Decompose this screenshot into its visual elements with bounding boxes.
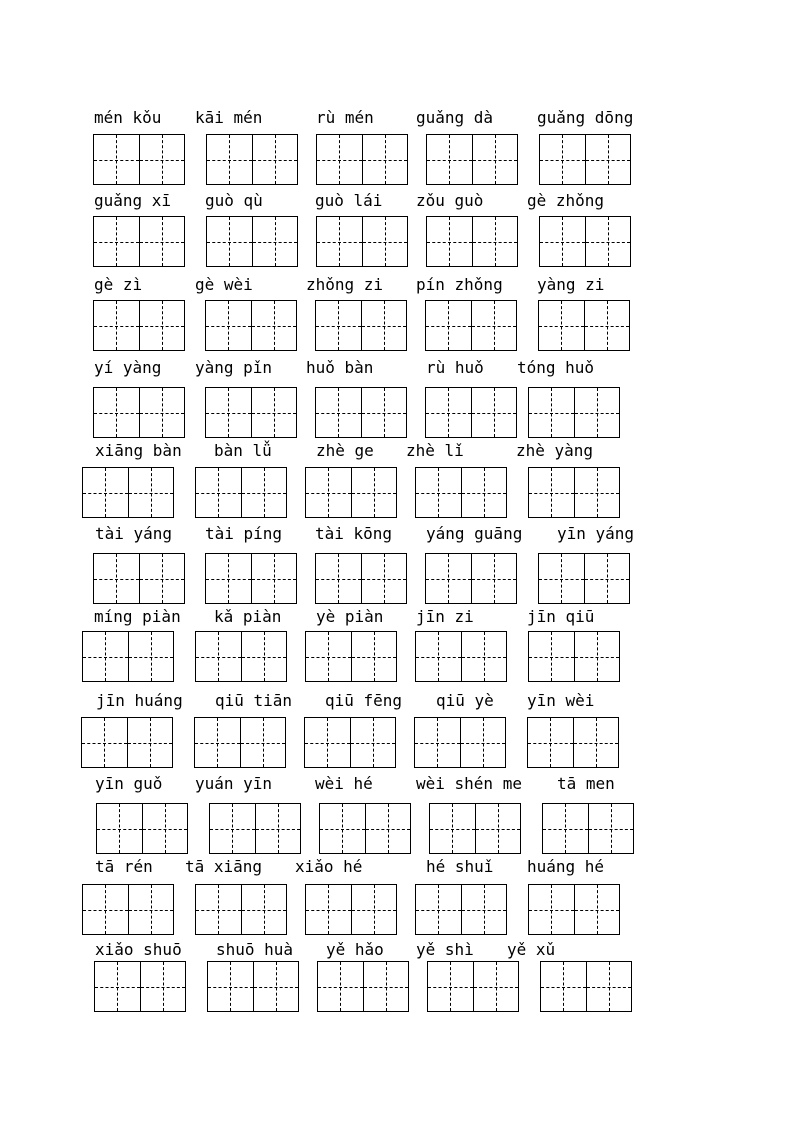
writing-cell[interactable] [317,217,362,266]
pinyin-label: kǎ piàn [214,607,282,626]
writing-cell[interactable] [139,554,185,603]
writing-cell[interactable] [472,135,518,184]
pinyin-label: yáng guāng [426,524,523,543]
writing-cell[interactable] [306,468,351,517]
writing-cell[interactable] [415,718,460,767]
character-grid[interactable] [426,216,518,267]
writing-cell[interactable] [427,135,472,184]
character-grid[interactable] [82,467,174,518]
pinyin-label: mén kǒu [94,108,162,127]
writing-cell[interactable] [540,135,585,184]
writing-cell[interactable] [252,135,298,184]
writing-cell[interactable] [208,962,253,1011]
writing-cell[interactable] [316,388,361,437]
writing-cell[interactable] [362,217,408,266]
writing-cell[interactable] [586,962,632,1011]
writing-cell[interactable] [94,135,139,184]
writing-cell[interactable] [206,301,251,350]
character-grid[interactable] [316,216,408,267]
character-grid[interactable] [528,884,620,935]
writing-cell[interactable] [471,301,517,350]
character-grid[interactable] [538,553,630,604]
pinyin-label: tóng huǒ [517,358,595,377]
writing-cell[interactable] [362,135,408,184]
writing-cell[interactable] [196,468,241,517]
pinyin-label: rù huǒ [426,358,484,377]
writing-cell[interactable] [318,962,363,1011]
writing-cell[interactable] [574,885,620,934]
writing-cell[interactable] [139,217,185,266]
writing-cell[interactable] [539,554,584,603]
writing-cell[interactable] [128,468,174,517]
character-grid[interactable] [96,803,188,854]
character-grid[interactable] [315,300,407,351]
character-grid[interactable] [426,134,518,185]
pinyin-label: yīn guǒ [95,774,163,793]
writing-cell[interactable] [573,718,619,767]
writing-cell[interactable] [196,885,241,934]
pinyin-label: jīn huáng [96,691,183,710]
pinyin-label: yě shì [416,940,474,959]
writing-cell[interactable] [426,301,471,350]
writing-cell[interactable] [585,135,631,184]
writing-cell[interactable] [139,301,185,350]
writing-cell[interactable] [305,718,350,767]
writing-cell[interactable] [83,885,128,934]
writing-cell[interactable] [461,632,507,681]
character-grid[interactable] [93,387,185,438]
writing-cell[interactable] [320,804,365,853]
writing-cell[interactable] [361,301,407,350]
writing-cell[interactable] [317,135,362,184]
character-grid[interactable] [209,803,301,854]
character-grid[interactable] [528,467,620,518]
writing-cell[interactable] [543,804,588,853]
pinyin-label: yuán yīn [195,774,273,793]
writing-cell[interactable] [574,632,620,681]
character-grid[interactable] [195,631,287,682]
writing-cell[interactable] [94,388,139,437]
character-grid[interactable] [319,803,411,854]
writing-cell[interactable] [461,885,507,934]
pinyin-label: tài píng [205,524,283,543]
character-grid[interactable] [94,961,186,1012]
pinyin-label: zhè ge [316,441,374,460]
writing-cell[interactable] [529,885,574,934]
writing-cell[interactable] [471,388,517,437]
pinyin-label: gè wèi [195,275,253,294]
pinyin-label: yīn wèi [527,691,595,710]
writing-cell[interactable] [588,804,634,853]
writing-cell[interactable] [251,301,297,350]
writing-cell[interactable] [473,962,519,1011]
writing-cell[interactable] [350,718,396,767]
character-grid[interactable] [305,631,397,682]
character-grid[interactable] [528,387,620,438]
pinyin-label: wèi shén me [416,774,522,793]
writing-cell[interactable] [529,632,574,681]
pinyin-label: xiǎo hé [295,857,363,876]
pinyin-label: jīn zi [416,607,474,626]
character-grid[interactable] [205,553,297,604]
writing-cell[interactable] [316,554,361,603]
character-grid[interactable] [542,803,634,854]
writing-cell[interactable] [306,885,351,934]
writing-cell[interactable] [426,554,471,603]
writing-cell[interactable] [139,388,185,437]
pinyin-label: hé shuǐ [426,857,494,876]
pinyin-label: tā xiāng [185,857,263,876]
writing-cell[interactable] [430,804,475,853]
pinyin-label: tā rén [95,857,153,876]
pinyin-label: gè zì [94,275,143,294]
character-grid[interactable] [82,884,174,935]
writing-cell[interactable] [365,804,411,853]
character-grid[interactable] [304,717,396,768]
pinyin-label: míng piàn [94,607,181,626]
character-grid[interactable] [195,884,287,935]
writing-cell[interactable] [529,388,574,437]
writing-cell[interactable] [428,962,473,1011]
pinyin-label: xiǎo shuō [95,940,182,959]
writing-cell[interactable] [574,388,620,437]
writing-cell[interactable] [475,804,521,853]
character-grid[interactable] [93,134,185,185]
writing-cell[interactable] [351,468,397,517]
writing-cell[interactable] [206,554,251,603]
writing-cell[interactable] [94,217,139,266]
writing-cell[interactable] [253,962,299,1011]
character-grid[interactable] [425,387,517,438]
writing-cell[interactable] [540,217,585,266]
pinyin-label: rù mén [316,108,374,127]
writing-cell[interactable] [252,217,298,266]
character-grid[interactable] [206,216,298,267]
character-grid[interactable] [315,387,407,438]
writing-cell[interactable] [207,135,252,184]
pinyin-label: yě xǔ [507,940,556,959]
writing-cell[interactable] [585,217,631,266]
writing-cell[interactable] [240,718,286,767]
pinyin-label: huǒ bàn [306,358,374,377]
character-grid[interactable] [194,717,286,768]
pinyin-label: zhè yàng [516,441,594,460]
character-grid[interactable] [415,631,507,682]
writing-cell[interactable] [316,301,361,350]
pinyin-label: zhǒng zi [306,275,384,294]
writing-cell[interactable] [472,217,518,266]
writing-cell[interactable] [416,632,461,681]
writing-cell[interactable] [97,804,142,853]
writing-cell[interactable] [195,718,240,767]
character-grid[interactable] [540,961,632,1012]
pinyin-label: guǎng dōng [537,108,634,127]
writing-cell[interactable] [363,962,409,1011]
character-grid[interactable] [425,553,517,604]
writing-cell[interactable] [426,388,471,437]
pinyin-label: huáng hé [527,857,605,876]
pinyin-label: yīn yáng [557,524,635,543]
pinyin-label: yè piàn [316,607,384,626]
character-grid[interactable] [207,961,299,1012]
character-grid[interactable] [305,467,397,518]
pinyin-label: pín zhǒng [416,275,503,294]
pinyin-label: guǎng dà [416,108,494,127]
writing-cell[interactable] [94,301,139,350]
pinyin-label: qiū tiān [215,691,293,710]
writing-cell[interactable] [539,301,584,350]
pinyin-label: kāi mén [195,108,263,127]
writing-cell[interactable] [351,885,397,934]
pinyin-label: yàng pǐn [195,358,273,377]
pinyin-label: tài kōng [315,524,393,543]
pinyin-label: bàn lǚ [214,441,272,460]
character-grid[interactable] [315,553,407,604]
character-grid[interactable] [415,467,507,518]
character-grid[interactable] [93,553,185,604]
pinyin-label: yě hǎo [326,940,384,959]
writing-cell[interactable] [140,962,186,1011]
pinyin-label: zhè lǐ [406,441,464,460]
writing-cell[interactable] [127,718,173,767]
pinyin-label: yàng zi [537,275,605,294]
character-grid[interactable] [206,134,298,185]
writing-cell[interactable] [306,632,351,681]
writing-cell[interactable] [128,885,174,934]
pinyin-label: tā men [557,774,615,793]
pinyin-label: wèi hé [315,774,373,793]
character-grid[interactable] [205,387,297,438]
writing-cell[interactable] [95,962,140,1011]
writing-cell[interactable] [351,632,397,681]
writing-cell[interactable] [142,804,188,853]
character-grid[interactable] [317,961,409,1012]
writing-cell[interactable] [584,301,630,350]
pinyin-label: guò qù [205,191,263,210]
writing-cell[interactable] [461,468,507,517]
writing-cell[interactable] [139,135,185,184]
writing-cell[interactable] [584,554,630,603]
pinyin-label: qiū yè [436,691,494,710]
character-grid[interactable] [82,631,174,682]
writing-cell[interactable] [196,632,241,681]
character-grid[interactable] [205,300,297,351]
pinyin-label: xiāng bàn [95,441,182,460]
character-grid[interactable] [539,134,631,185]
character-grid[interactable] [539,216,631,267]
writing-cell[interactable] [206,388,251,437]
character-grid[interactable] [528,631,620,682]
writing-cell[interactable] [241,885,287,934]
writing-cell[interactable] [574,468,620,517]
writing-cell[interactable] [528,718,573,767]
pinyin-label: gè zhǒng [527,191,605,210]
character-grid[interactable] [414,717,506,768]
pinyin-label: zǒu guò [416,191,484,210]
writing-cell[interactable] [251,388,297,437]
writing-cell[interactable] [416,885,461,934]
character-grid[interactable] [195,467,287,518]
writing-cell[interactable] [255,804,301,853]
writing-cell[interactable] [361,388,407,437]
pinyin-label: shuō huà [216,940,294,959]
writing-cell[interactable] [361,554,407,603]
character-grid[interactable] [93,300,185,351]
character-grid[interactable] [93,216,185,267]
writing-cell[interactable] [210,804,255,853]
character-grid[interactable] [425,300,517,351]
character-grid[interactable] [527,717,619,768]
character-grid[interactable] [316,134,408,185]
character-grid[interactable] [429,803,521,854]
pinyin-label: yí yàng [94,358,162,377]
pinyin-label: qiū fēng [325,691,403,710]
character-grid[interactable] [305,884,397,935]
writing-cell[interactable] [94,554,139,603]
writing-cell[interactable] [427,217,472,266]
writing-cell[interactable] [471,554,517,603]
writing-cell[interactable] [416,468,461,517]
writing-cell[interactable] [460,718,506,767]
writing-cell[interactable] [207,217,252,266]
writing-cell[interactable] [128,632,174,681]
pinyin-label: guǎng xī [94,191,172,210]
character-grid[interactable] [538,300,630,351]
writing-cell[interactable] [83,468,128,517]
writing-cell[interactable] [241,468,287,517]
character-grid[interactable] [81,717,173,768]
pinyin-label: guò lái [315,191,383,210]
writing-cell[interactable] [251,554,297,603]
writing-cell[interactable] [82,718,127,767]
character-grid[interactable] [427,961,519,1012]
writing-cell[interactable] [541,962,586,1011]
writing-cell[interactable] [241,632,287,681]
writing-cell[interactable] [83,632,128,681]
character-grid[interactable] [415,884,507,935]
pinyin-label: jīn qiū [527,607,595,626]
writing-cell[interactable] [529,468,574,517]
pinyin-label: tài yáng [95,524,173,543]
